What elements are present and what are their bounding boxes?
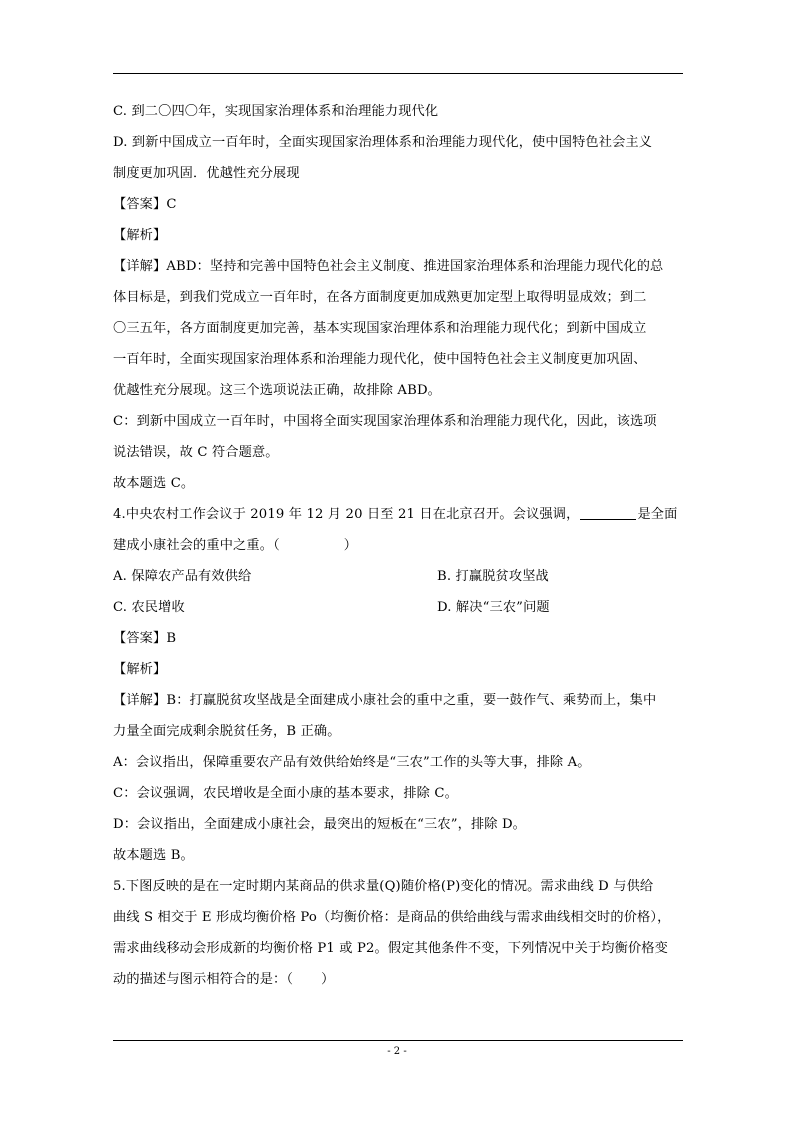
q5-stem-line4 bbox=[113, 964, 683, 995]
q3-detail-line6: C：到新中国成立一百年时，中国将全面实现国家治理体系和治理能力现代化，因此，该选项 bbox=[113, 414, 657, 429]
q4-fill-blank bbox=[580, 505, 636, 520]
q4-conclusion: 故本题选 B。 bbox=[113, 848, 194, 863]
q4-stem-text-c: 建成小康社会的重中之重。（ bbox=[113, 538, 280, 553]
page-number: - 2 - bbox=[387, 1046, 407, 1057]
q4-stem-text-a: 4.中央农村工作会议于 2019 年 12 月 20 日至 21 日在北京召开。会议强调， bbox=[113, 507, 580, 522]
q3-option-d-line2: 制度更加巩固．优越性充分展现 bbox=[113, 166, 300, 181]
q3-analysis-heading: 【解析】 bbox=[113, 228, 167, 243]
footer-rule bbox=[113, 1040, 683, 1041]
q5-stem-text-a: 动的描述与图示相符合的是：（ bbox=[113, 972, 294, 987]
header-rule bbox=[113, 73, 683, 74]
q4-detail-line2: 力量全面完成剩余脱贫任务，B 正确。 bbox=[113, 724, 341, 739]
q3-detail-line4: 一百年时，全面实现国家治理体系和治理能力现代化，使中国特色社会主义制度更加巩固、 bbox=[113, 352, 647, 367]
q4-options-row1 bbox=[113, 561, 683, 592]
q3-detail-line2: 体目标是，到我们党成立一百年时，在各方面制度更加成熟更加定型上取得明显成效；到二 bbox=[113, 290, 647, 305]
q3-detail-line1: 【详解】ABD：坚持和完善中国特色社会主义制度、推进国家治理体系和治理能力现代化的总 bbox=[113, 259, 664, 274]
q5-stem-line1: 5.下图反映的是在一定时期内某商品的供求量(Q)随价格(P)变化的情况。需求曲线 D 与供给 bbox=[113, 879, 654, 894]
q3-option-d-line1: D. 到新中国成立一百年时，全面实现国家治理体系和治理能力现代化，使中国特色社会主义 bbox=[113, 135, 653, 150]
q4-stem-text-d: ） bbox=[343, 538, 358, 553]
q4-option-c: C. 农民增收 bbox=[113, 600, 185, 615]
q4-detail-line3: A：会议指出，保障重要农产品有效供给始终是“三农”工作的头等大事，排除 A。 bbox=[113, 755, 591, 770]
q4-stem-line2 bbox=[113, 530, 683, 561]
q5-stem-text-b: ） bbox=[321, 972, 335, 987]
q3-detail-line5: 优越性充分展现。这三个选项说法正确，故排除 ABD。 bbox=[113, 383, 442, 398]
q3-option-c: C. 到二〇四〇年，实现国家治理体系和治理能力现代化 bbox=[113, 104, 439, 119]
page-content bbox=[113, 96, 683, 995]
q3-detail-line7: 说法错误，故 C 符合题意。 bbox=[113, 445, 279, 460]
q4-detail-line1: 【详解】B：打赢脱贫攻坚战是全面建成小康社会的重中之重，要一鼓作气、乘势而上，集中 bbox=[113, 693, 657, 708]
q4-stem-text-b: 是全面 bbox=[637, 507, 678, 522]
q5-stem-line3: 需求曲线移动会形成新的均衡价格 P1 或 P2。假定其他条件不变，下列情况中关于均衡价格变 bbox=[113, 941, 668, 956]
q5-stem-line2: 曲线 S 相交于 E 形成均衡价格 Po（均衡价格：是商品的供给曲线与需求曲线相交时的价格）， bbox=[113, 910, 671, 925]
q4-options-row2 bbox=[113, 592, 683, 623]
q4-option-a: A. 保障农产品有效供给 bbox=[113, 569, 252, 584]
q4-detail-line5: D：会议指出，全面建成小康社会，最突出的短板在“三农”，排除 D。 bbox=[113, 817, 527, 832]
q4-analysis-heading: 【解析】 bbox=[113, 662, 167, 677]
q3-detail-line3: 〇三五年，各方面制度更加完善，基本实现国家治理体系和治理能力现代化；到新中国成立 bbox=[113, 321, 647, 336]
q4-detail-line4: C：会议强调，农民增收是全面小康的基本要求，排除 C。 bbox=[113, 786, 458, 801]
q3-answer: 【答案】C bbox=[113, 197, 177, 212]
q4-option-b: B. 打赢脱贫攻坚战 bbox=[437, 569, 549, 584]
q4-option-d: D. 解决“三农”问题 bbox=[437, 600, 550, 615]
q4-stem-line1 bbox=[113, 499, 683, 530]
q4-answer: 【答案】B bbox=[113, 631, 177, 646]
q3-conclusion: 故本题选 C。 bbox=[113, 476, 195, 491]
